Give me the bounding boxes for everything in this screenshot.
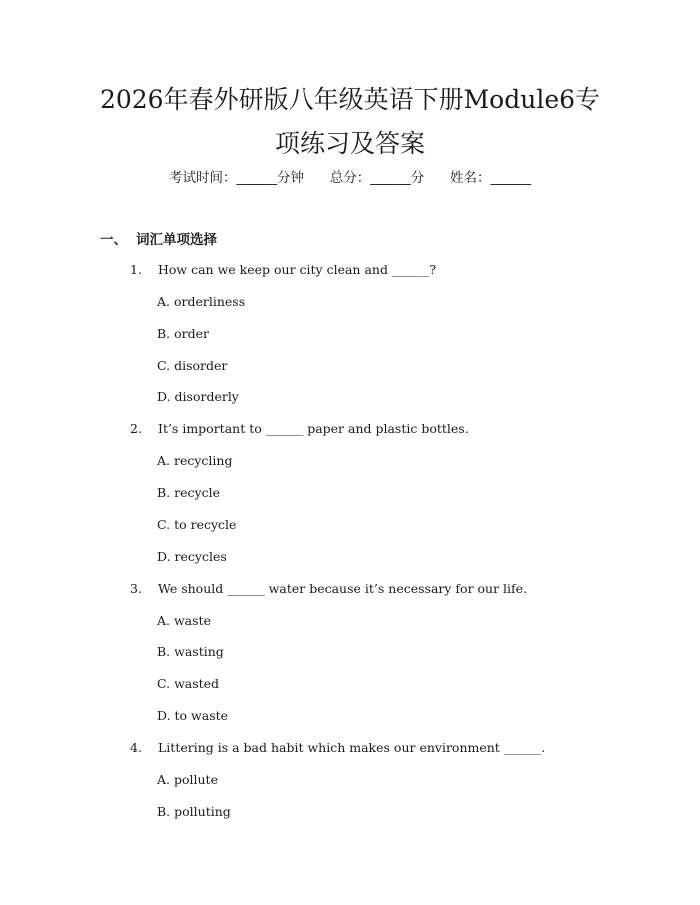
document-title [60, 78, 640, 166]
section-number: 一、 [100, 232, 127, 248]
question-number: 4. [130, 740, 142, 755]
question-1 [130, 261, 436, 279]
option-1b: B. order [157, 326, 210, 341]
question-text: We should ______ water because it’s necessary for our life. [158, 581, 528, 596]
question-text: Littering is a bad habit which makes our environment ______. [158, 740, 546, 755]
question-4 [130, 739, 545, 757]
question-number: 2. [130, 421, 142, 436]
section-title: 词汇单项选择 [136, 232, 217, 248]
option-4b: B. polluting [157, 804, 231, 819]
option-3c: C. wasted [157, 676, 220, 691]
question-number: 3. [130, 581, 142, 596]
option-2a: A. recycling [157, 453, 233, 468]
option-3a: A. waste [157, 613, 211, 628]
option-3d: D. to waste [157, 708, 229, 723]
question-3 [130, 580, 527, 598]
exam-info-line: 考试时间：______分钟 总分：______分 姓名：______ [169, 170, 531, 186]
title-line-1: 2026年春外研版八年级英语下册Module6专 [99, 85, 601, 114]
option-2b: B. recycle [157, 485, 220, 500]
question-number: 1. [130, 262, 142, 277]
question-text: How can we keep our city clean and ______? [158, 262, 437, 277]
option-1d: D. disorderly [157, 389, 239, 404]
section-heading [100, 230, 217, 250]
title-line-2: 项练习及答案 [274, 129, 425, 158]
option-3b: B. wasting [157, 644, 224, 659]
option-2d: D. recycles [157, 549, 227, 564]
option-4a: A. pollute [157, 772, 218, 787]
option-1a: A. orderliness [157, 294, 246, 309]
option-1c: C. disorder [157, 358, 228, 373]
question-text: It’s important to ______ paper and plastic bottles. [158, 421, 469, 436]
option-2c: C. to recycle [157, 517, 237, 532]
question-2 [130, 420, 469, 438]
